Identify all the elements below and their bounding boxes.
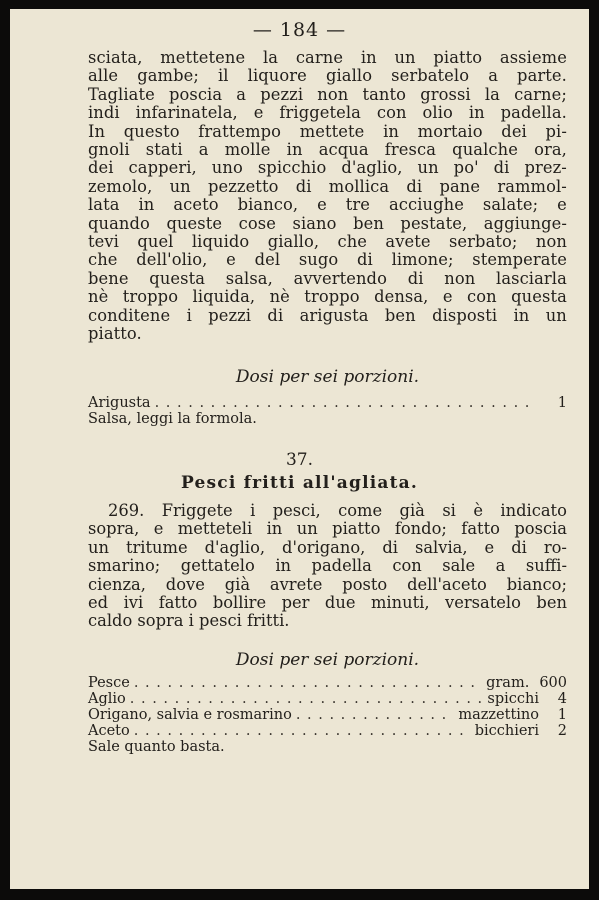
ingredient-unit: bicchieri xyxy=(474,723,539,739)
ingredient-unit: spicchi xyxy=(487,691,539,707)
text-line: lata in aceto bianco, e tre acciughe salate; e xyxy=(88,195,567,215)
ingredient-qty: 2 xyxy=(557,723,567,739)
ingredient-list-2 xyxy=(88,675,567,755)
leader-dots xyxy=(296,707,455,723)
leader-dots xyxy=(134,675,482,691)
ingredient-row xyxy=(88,395,567,411)
text-line: zemolo, un pezzetto di mollica di pane rammol- xyxy=(88,176,567,196)
ingredient-row xyxy=(88,411,567,427)
leader-dots xyxy=(130,691,484,707)
dosi-heading-1: Dosi per sei porzioni. xyxy=(235,367,420,387)
ingredient-name: Pesce xyxy=(88,675,130,691)
recipe-269-text xyxy=(88,502,567,631)
ingredient-qty: 600 xyxy=(539,675,567,691)
text-line: alle gambe; il liquore giallo serbatelo a parte. xyxy=(88,66,567,86)
leader-dots xyxy=(155,395,535,411)
ingredient-row xyxy=(88,739,567,755)
leader-dots xyxy=(134,723,471,739)
dosi-heading-2: Dosi per sei porzioni. xyxy=(235,650,420,670)
ingredient-unit: mazzettino xyxy=(458,707,539,723)
text-line: bene questa salsa, avvertendo di non lasciarla xyxy=(88,268,567,288)
text-line: nè troppo liquida, nè troppo densa, e con questa xyxy=(88,287,567,307)
ingredient-name: Salsa, leggi la formola. xyxy=(88,411,257,427)
ingredient-name: Sale quanto basta. xyxy=(88,739,225,755)
ingredient-list-1 xyxy=(88,395,567,427)
text-line: 269. Friggete i pesci, come già si è indicato xyxy=(108,501,567,520)
ingredient-name: Aglio xyxy=(88,691,126,707)
text-line: sopra, e metteteli in un piatto fondo; fatto poscia xyxy=(88,519,567,539)
text-line: In questo frattempo mettete in mortaio dei pi- xyxy=(88,121,567,141)
text-line: piatto. xyxy=(88,324,142,344)
text-line: quando queste cose siano ben pestate, aggiunge- xyxy=(88,213,567,233)
ingredient-qty: 1 xyxy=(557,707,567,723)
ingredient-row xyxy=(88,707,567,723)
book-page xyxy=(10,9,589,889)
text-line: gnoli stati a molle in acqua fresca qualche ora, xyxy=(88,140,567,160)
ingredient-qty: 1 xyxy=(557,395,567,411)
text-line: Tagliate poscia a pezzi non tanto grossi la carne; xyxy=(88,84,567,104)
ingredient-name: Origano, salvia e rosmarino xyxy=(88,707,292,723)
text-line: indi infarinatela, e friggetela con olio in padella. xyxy=(88,103,567,123)
text-line: sciata, mettetene la carne in un piatto assieme xyxy=(88,48,567,67)
text-line: caldo sopra i pesci fritti. xyxy=(88,611,290,631)
text-line: ed ivi fatto bollire per due minuti, versatelo ben xyxy=(88,593,567,613)
text-line: che dell'olio, e del sugo di limone; stemperate xyxy=(88,250,567,270)
text-line: un tritume d'aglio, d'origano, di salvia, e di ro- xyxy=(88,537,567,557)
paragraph-continued xyxy=(88,49,567,344)
ingredient-qty: 4 xyxy=(557,691,567,707)
recipe-number: 37. xyxy=(285,450,314,470)
ingredient-row xyxy=(88,723,567,739)
ingredient-name: Aceto xyxy=(88,723,130,739)
text-line: smarino; gettatelo in padella con sale a suffi- xyxy=(88,556,567,576)
text-line: dei capperi, uno spicchio d'aglio, un po' di prez- xyxy=(88,158,567,178)
recipe-title: Pesci fritti all'agliata. xyxy=(180,473,418,493)
text-line: cienza, dove già avrete posto dell'aceto bianco; xyxy=(88,574,567,594)
ingredient-row xyxy=(88,691,567,707)
ingredient-unit: gram. xyxy=(486,675,530,691)
text-line: tevi quel liquido giallo, che avete serbato; non xyxy=(88,232,567,252)
text-line: conditene i pezzi di arigusta ben disposti in un xyxy=(88,305,567,325)
ingredient-row xyxy=(88,675,567,691)
ingredient-name: Arigusta xyxy=(88,395,151,411)
page-number: — 184 — xyxy=(252,19,347,41)
